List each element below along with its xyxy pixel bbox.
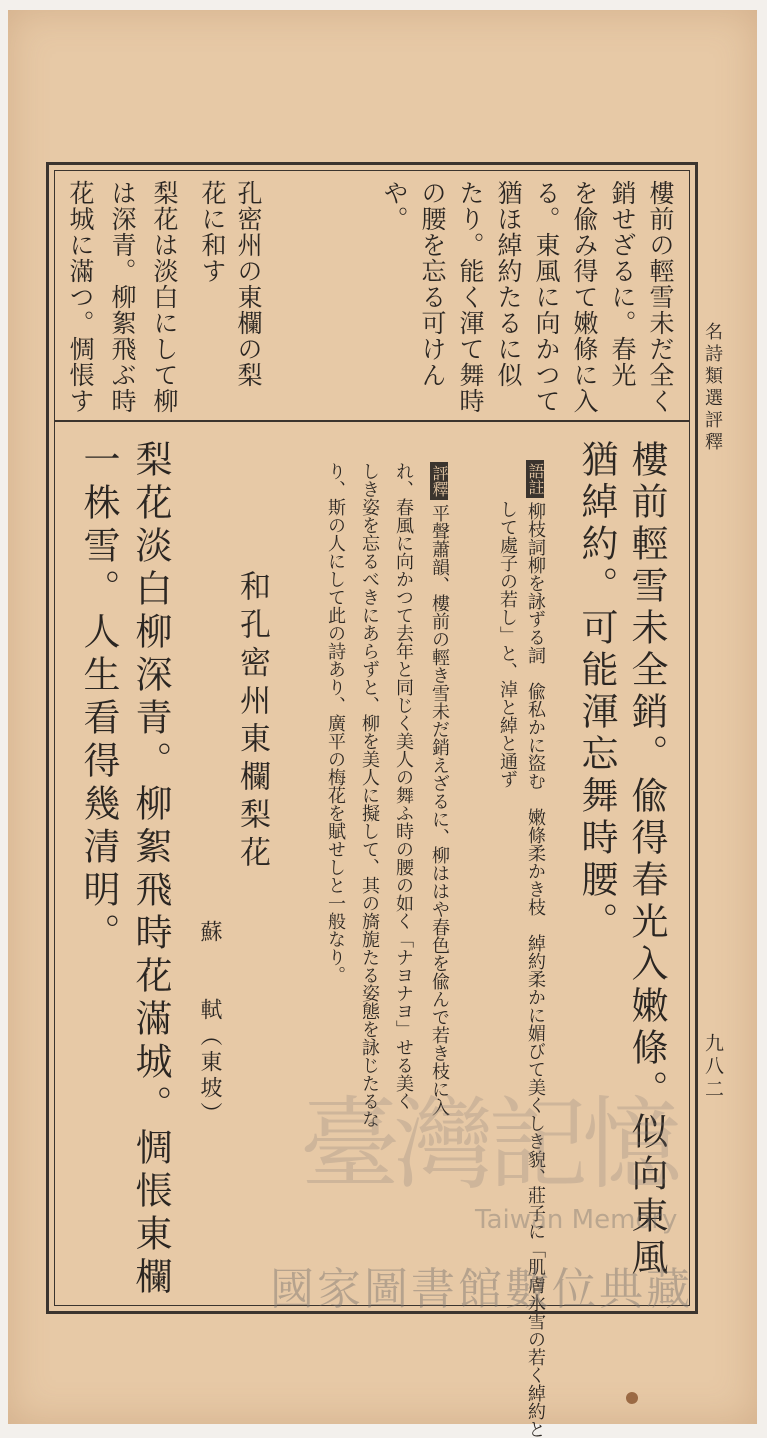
poem-line: 一株雪。人生看得幾清明。 [77, 440, 120, 956]
commentary-column: 猶ほ綽約たるに似 [494, 180, 523, 388]
commentary-column: たり。能く渾て舞時 [456, 180, 485, 414]
comment-column: れ、春風に向かつて去年と同じく美人の舞ふ時の腰の如く「ナヨナヨ」せる美く [393, 462, 414, 1110]
commentary-column: る。東風に向かつて [532, 180, 561, 414]
commentary-column: 梨花は淡白にして柳 [150, 180, 179, 414]
section-divider [54, 420, 690, 422]
poem-title: 和孔密州東欄梨花 [234, 570, 270, 874]
poem-author: 蘇 軾（東坡） [197, 920, 222, 1128]
book-title: 名詩類選評釋 [702, 322, 723, 454]
commentary-column: や。 [380, 180, 409, 232]
comment-column [430, 462, 448, 1116]
watermark-english: Taiwan Memory [475, 1205, 678, 1235]
notes-text: 柳枝詞柳を詠ずる詞 偸私かに盜む 嫩條柔かき枝 綽約柔かに媚びて美くしき貌、莊子に「肌膚氷雪の若く綽約と [525, 502, 546, 1438]
comment-column: り、斯の人にして此の詩あり、廣平の梅花を賦せしと一般なり。 [325, 462, 346, 984]
notes-column: して處子の若し」と、淖と綽と通ず [497, 500, 518, 788]
poem-line: 樓前輕雪未全銷。偸得春光入嫩條。似向東風 [625, 440, 668, 1280]
watermark-institution: 國家圖書館數位典藏 [270, 1264, 693, 1315]
commentary-column: 樓前の輕雪未だ全く [646, 180, 675, 414]
comment-label: 評釋 [430, 462, 448, 500]
commentary-column: の腰を忘る可けん [418, 180, 447, 388]
comment-text: 平聲蕭韻、樓前の輕き雪未だ銷えざるに、柳ははや春色を偸んで若き枝に入 [429, 504, 450, 1116]
commentary-column: 孔密州の東欄の梨 [234, 180, 263, 388]
comment-column: しき姿を忘るべきにあらずと、柳を美人に擬して、其の旖旎たる姿態を詠じたるな [359, 462, 380, 1128]
commentary-column: 花に和す [198, 180, 227, 284]
notes-label: 語註 [526, 460, 544, 498]
paper-stain [626, 1392, 638, 1404]
watermark-logo: 臺灣記憶 [300, 1086, 676, 1203]
poem-line: 猶綽約。可能渾忘舞時腰。 [575, 440, 618, 944]
commentary-column: 銷せざるに。春光 [608, 180, 637, 388]
page-number: 九八二 [702, 1033, 724, 1102]
commentary-column: は深青。柳絮飛ぶ時 [108, 180, 137, 414]
commentary-column: を偸み得て嫩條に入 [570, 180, 599, 414]
commentary-column: 花城に滿つ。惆悵す [66, 180, 95, 414]
poem-line: 梨花淡白柳深青。柳絮飛時花滿城。惆悵東欄 [129, 440, 172, 1300]
